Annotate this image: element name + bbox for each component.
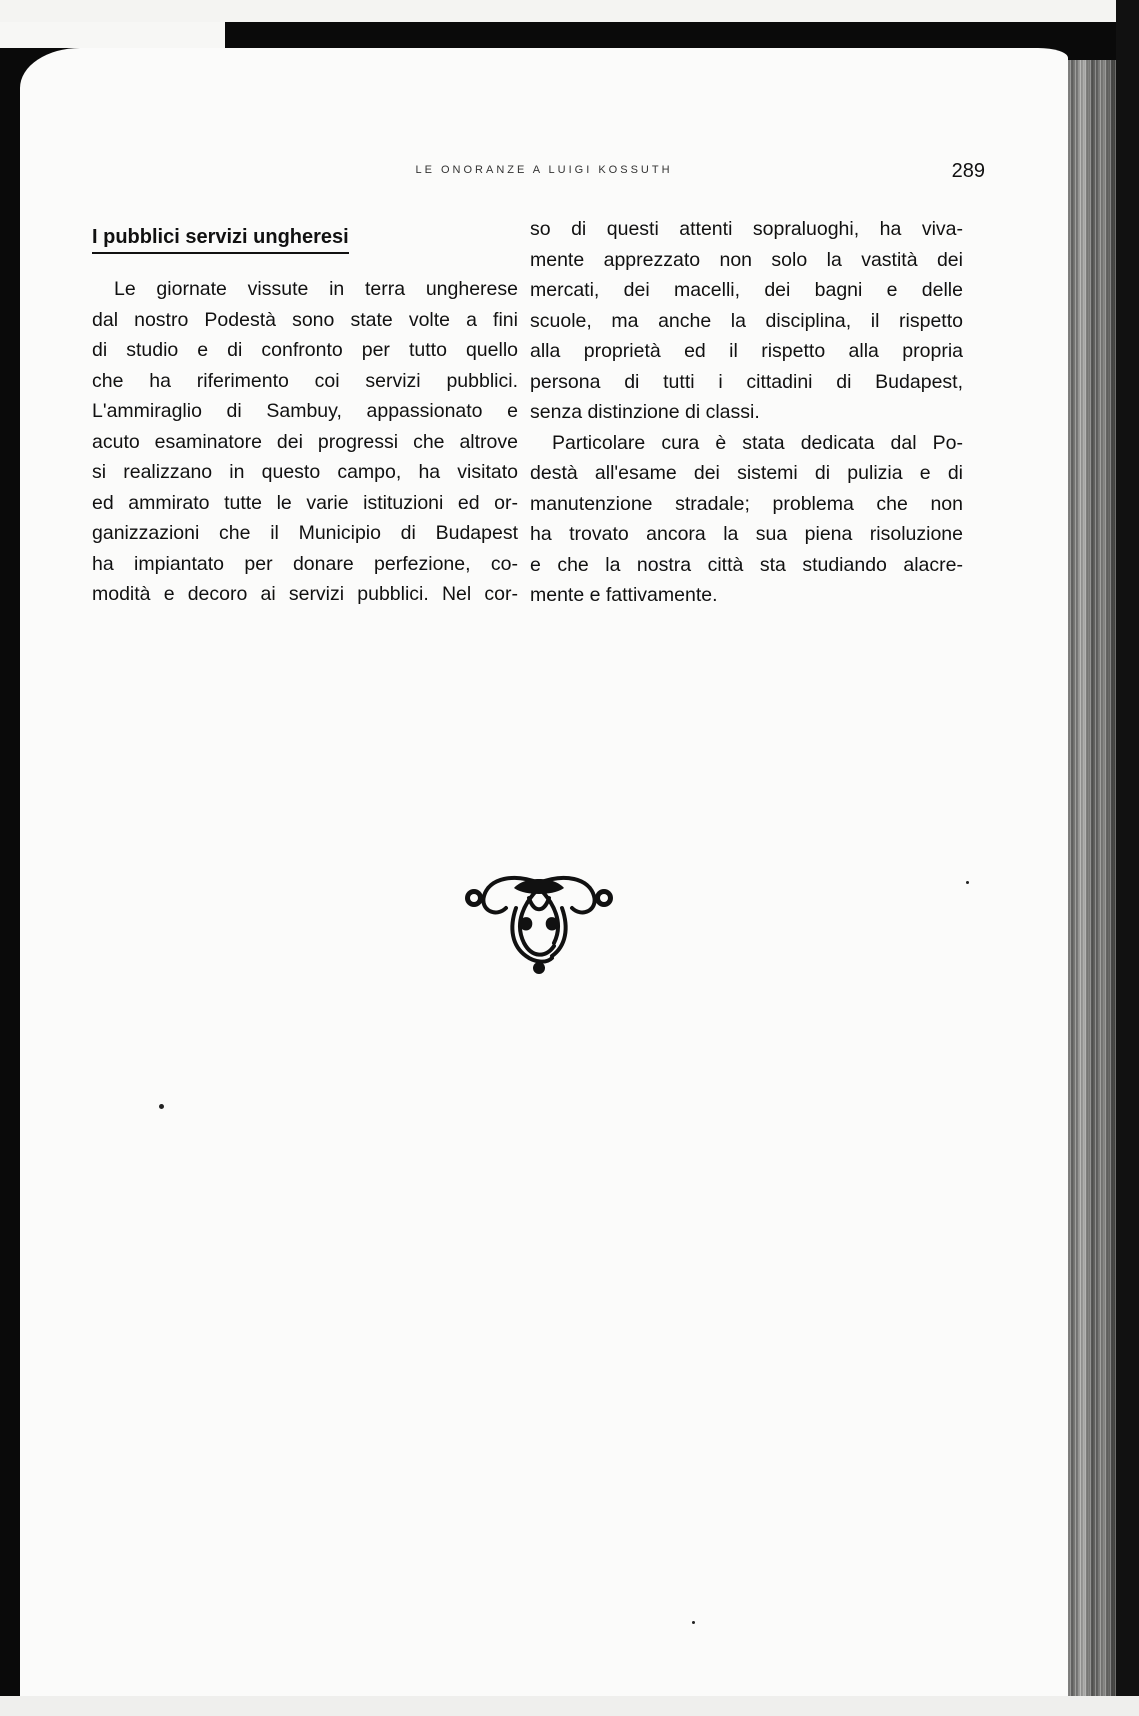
- text-line: senza distinzione di classi.: [530, 401, 760, 423]
- text-line: dal nostro Podestà sono state volte a fini: [92, 308, 518, 331]
- text-line: mente e fattivamente.: [530, 584, 718, 606]
- text-line: ha impiantato per donare perfezione, co-: [92, 552, 518, 575]
- scan-top-left-margin: [0, 22, 225, 48]
- left-column: [92, 214, 518, 610]
- floral-vignette-icon: [454, 868, 624, 978]
- text-line: mente apprezzato non solo la vastità dei: [530, 248, 963, 271]
- scan-top-border: [0, 0, 1139, 22]
- text-line: scuole, ma anche la disciplina, il rispetto: [530, 309, 963, 332]
- scan-bottom-border: [0, 1696, 1139, 1716]
- text-line: alla proprietà ed il rispetto alla propria: [530, 340, 963, 362]
- text-line: manutenzione stradale; problema che non: [530, 492, 963, 515]
- text-line: acuto esaminatore dei progressi che altrove: [92, 430, 518, 453]
- text-line: e che la nostra città sta studiando alacre-: [530, 553, 963, 576]
- text-line: si realizzano in questo campo, ha visitato: [92, 461, 518, 483]
- scan-speck: [692, 1621, 695, 1624]
- text-line: persona di tutti i cittadini di Budapest,: [530, 370, 963, 393]
- book-page: [20, 48, 1068, 1696]
- page-number: 289: [951, 160, 985, 182]
- text-line: mercati, dei macelli, dei bagni e delle: [530, 279, 963, 301]
- scan-right-border: [1116, 0, 1139, 1716]
- running-header: LE ONORANZE A LUIGI KOSSUTH: [415, 164, 673, 176]
- section-title: I pubblici servizi ungheresi: [92, 224, 349, 254]
- scan-speck: [159, 1104, 164, 1109]
- text-line: di studio e di confronto per tutto quello: [92, 339, 518, 361]
- text-line: ganizzazioni che il Municipio di Budapest: [92, 522, 518, 544]
- text-line: Particolare cura è stata dedicata dal Po-: [552, 431, 963, 454]
- text-line: modità e decoro ai servizi pubblici. Nel cor-: [92, 583, 518, 605]
- text-line: so di questi attenti sopraluoghi, ha viva-: [530, 218, 963, 240]
- text-line: ha trovato ancora la sua piena risoluzione: [530, 523, 963, 545]
- right-column: [530, 214, 963, 611]
- text-line: che ha riferimento coi servizi pubblici.: [92, 369, 518, 392]
- text-line: L'ammiraglio di Sambuy, appassionato e: [92, 400, 518, 422]
- text-line: destà all'esame dei sistemi di pulizia e di: [530, 462, 963, 484]
- text-line: ed ammirato tutte le varie istituzioni ed or-: [92, 491, 518, 514]
- text-line: Le giornate vissute in terra ungherese: [114, 278, 518, 300]
- scan-speck: [966, 881, 969, 884]
